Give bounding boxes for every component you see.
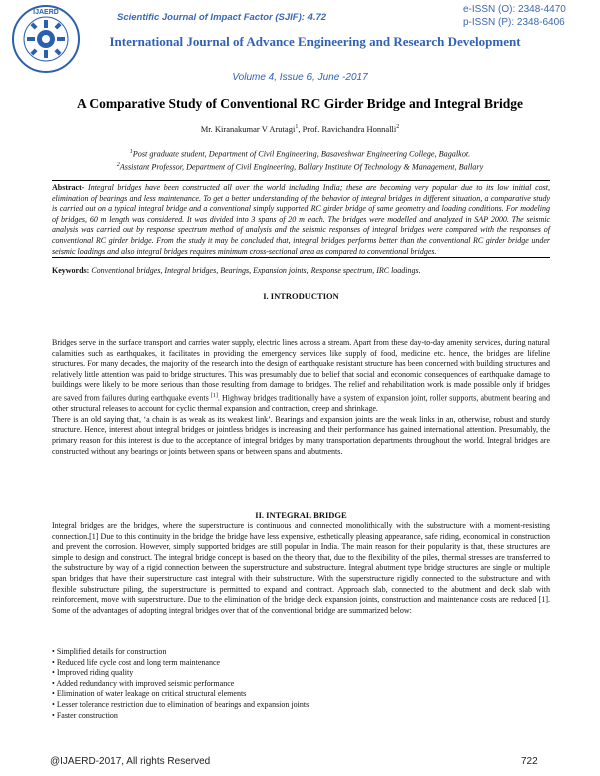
intro-paragraph-1	[52, 338, 550, 415]
aff2-text: Assistant Professor, Department of Civil Engineering, Ballary Institute Of Technology & Management, Ballary	[119, 162, 484, 172]
affiliations	[30, 147, 570, 172]
affiliation-1	[30, 147, 570, 160]
list-item: • Improved riding quality	[52, 668, 134, 678]
author-1: Mr. Kiranakumar V Arutagi	[200, 124, 296, 134]
intro-paragraph-2: There is an old saying that, ‘a chain is as weak as its weakest link’. Bearings and expansion joints are the weak links in an, otherwise, robust and sturdy structure. Hence, interest about integral bridges or jointless bridges is increasing and their performance has gained international attention. Presumably, the primary reason for this interest is due to the acceptance of integral bridges by many transportation departments throughout the world. Integral bridges are constructed without any bearings or joints between spans or between spans and abutments.	[52, 414, 550, 456]
intro-p1-part-a: Bridges serve in the surface transport and carries water supply, electric lines across a stream. Apart from these day-to-day amenity services, during natural calamities such as earthquakes, it facilitates in providing the emergency services like supply of food, medicine etc. hence, the bridges are lifeline structures. For many decades, the majority of the research into the design of earthquake resistant structure has been concerned with building structures and relatively little attention was paid to bridge structures. This was presumably due to belief that social and economic consequences of earthquake damage to buildings were likely to be more serious than those resulting from damage to bridges. The relief and rehabilitation work is made possible only if bridges are saved from failures during earthquake events	[52, 338, 550, 403]
abstract-text: Integral bridges have been constructed all over the world including India; these are becoming very popular due to its low initial cost, elimination of bearings and less maintenance. To get a better understanding of the behavior of integral bridges in different situation, a comparative study is carried out on a typical integral bridge and a conventional simply supported RC girder bridge of same geometry and loading conditions. For modeling of bridges, 60 m length was considered. It was divided into 3 spans of 20 m each. The bridges were modelled and analyzed in SAP 2000. The seismic analysis was carried out by response spectrum method of analysis and the seismic responses of integral bridges were compared with the responses of conventional RC girder bridge. From the study it may be concluded that, integral bridges performs better than the conventional RC girder bridge under seismic loadings and also integral bridges requires minimum cross-sectional area as compared to conventional bridges.	[52, 183, 550, 256]
author-2-sup: 2	[396, 124, 400, 131]
eissn: e-ISSN (O): 2348-4470	[463, 4, 566, 15]
list-item: • Simplified details for construction	[52, 647, 167, 656]
intro-p1-part-b: . Highway bridges traditionally have a system of expansion joint, roller supports, abutment bearing and other structural releases to account for cyclic thermal expansion and contraction, creep and shrinkage.	[52, 393, 551, 414]
paper-title: A Comparative Study of Conventional RC Girder Bridge and Integral Bridge	[76, 96, 523, 111]
aff1-text: Post graduate student, Department of Civil Engineering, Basaveshwar Engineering College, Bagalkot.	[132, 149, 471, 159]
logo-text: IJAERD	[33, 9, 59, 16]
abstract-label: Abstract-	[52, 183, 85, 192]
list-item-text: Improved riding quality	[56, 668, 134, 678]
volume-issue: Volume 4, Issue 6, June -2017	[232, 72, 368, 83]
pissn: p-ISSN (P): 2348-6406	[463, 17, 565, 28]
authors	[30, 124, 570, 134]
integral-bridge-paragraph: Integral bridges are the bridges, where the superstructure is continuous and connected monolithically with the substructure with a moment-resisting connection.[1] Due to this continuity in the bridge the bridge have less expensive, esthetically pleasing appearance, safe riding, economical in construction and prevent the corrosion. However, simply supported bridges are still popular in India. The main reason for their popularity is that, these structures are simple to design and construct. The integral bridge concept is based on the theory that, due to the flexibility of the piles, thermal stresses are transferred to the substructure by way of a rigid connection between the superstructure and substructure. Integral abutment type bridge structures are single or multiple span bridges that have their superstructure cast integral with their substructure. With the superstructure rigidly connected to the substructure and with flexible substructure piling, the superstructure is permitted to expand and contract. Approach slab, connected to the abutment and deck slab with reinforcement, move with superstructure. Due to the elimination of the bridge deck expansion joints, construction and maintenance costs are reduced [1]. Some of the advantages of adopting integral bridges over that of the conventional bridge are summarized below:	[52, 521, 550, 615]
list-item: • Faster construction	[52, 710, 118, 720]
issn-block	[463, 3, 566, 29]
journal-logo	[10, 4, 82, 74]
affiliation-2	[30, 160, 570, 173]
introduction-body	[52, 338, 550, 457]
abstract	[52, 180, 550, 258]
keywords	[52, 266, 550, 275]
list-item-text: Added redundancy with improved seismic performance	[56, 678, 235, 688]
sjif-label: Scientific Journal of Impact Factor (SJIF): 4.72	[117, 12, 327, 23]
list-item: • Reduced life cycle cost and long term maintenance	[52, 657, 221, 667]
list-item-text: Faster construction	[56, 710, 118, 720]
journal-name: International Journal of Advance Engineering and Research Development	[109, 34, 521, 49]
list-item: • Lesser tolerance restriction due to elimination of bearings and expansion joints	[52, 699, 310, 709]
section-heading-integral-bridge: II. INTEGRAL BRIDGE	[255, 510, 347, 520]
aff1-sup: 1	[129, 149, 133, 155]
author-2: , Prof. Ravichandra Honnalli	[298, 124, 397, 134]
list-item: • Elimination of water leakage on critical structural elements	[52, 689, 247, 699]
aff2-sup: 2	[116, 161, 120, 168]
list-item: • Added redundancy with improved seismic performance	[52, 678, 235, 688]
citation-ref: [1]	[210, 392, 218, 399]
list-item-text: Lesser tolerance restriction due to elimination of bearings and expansion joints	[56, 699, 310, 709]
author-1-sup: 1	[295, 124, 299, 131]
list-item-text: Elimination of water leakage on critical structural elements	[56, 689, 247, 699]
footer-page-number: 722	[521, 756, 538, 767]
footer-copyright: @IJAERD-2017, All rights Reserved	[50, 756, 211, 767]
list-item-text: Reduced life cycle cost and long term maintenance	[56, 657, 221, 667]
advantages-list	[52, 647, 550, 721]
section-heading-introduction: I. INTRODUCTION	[263, 291, 339, 301]
list-item-text: Simplified details for construction	[56, 647, 167, 656]
keywords-text: Conventional bridges, Integral bridges, Bearings, Expansion joints, Response spectrum, IRC loadings.	[89, 266, 421, 275]
keywords-label: Keywords:	[52, 266, 90, 275]
